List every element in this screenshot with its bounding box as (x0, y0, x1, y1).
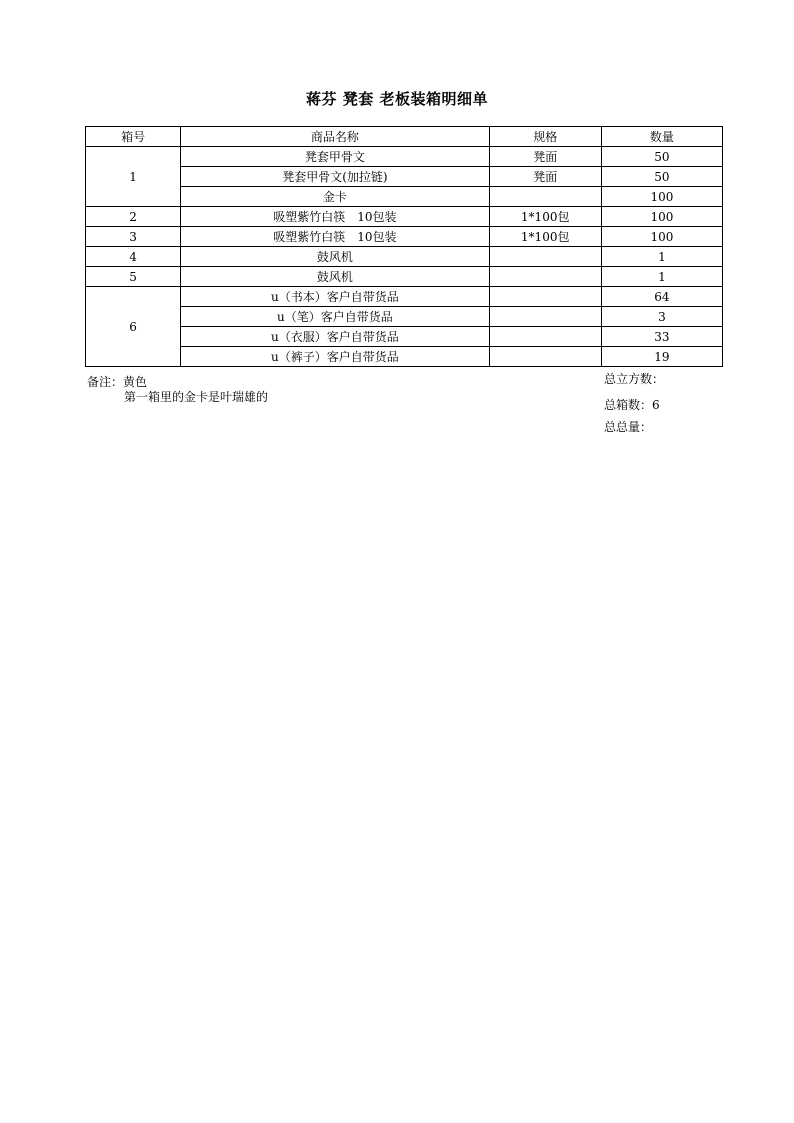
product-name-cell: u（衣服）客户自带货品 (181, 327, 489, 347)
remarks-detail: 第一箱里的金卡是叶瑞雄的 (124, 390, 269, 404)
total-boxes-label: 总箱数：6 (604, 398, 660, 412)
table-row (86, 327, 723, 347)
table-header-row (86, 127, 723, 147)
box-number-cell: 2 (86, 207, 181, 227)
spec-cell: 1*100包 (489, 207, 601, 227)
box-number-cell: 6 (86, 287, 181, 367)
product-name-cell: 吸塑紫竹白筷 10包装 (181, 227, 489, 247)
box-number-cell: 1 (86, 147, 181, 207)
table-row (86, 147, 723, 167)
box-number-cell: 5 (86, 267, 181, 287)
box-number-cell: 4 (86, 247, 181, 267)
product-name-cell: 鼓风机 (181, 267, 489, 287)
spec-cell (489, 347, 601, 367)
header-spec: 规格 (489, 127, 601, 147)
total-volume-label: 总立方数： (604, 372, 665, 386)
packing-list-table (85, 126, 723, 367)
table-row (86, 307, 723, 327)
quantity-cell: 50 (601, 147, 722, 167)
table-row (86, 247, 723, 267)
product-name-cell: 凳套甲骨文(加拉链) (181, 167, 489, 187)
header-quantity: 数量 (601, 127, 722, 147)
spec-cell: 凳面 (489, 147, 601, 167)
quantity-cell: 1 (601, 247, 722, 267)
table-row (86, 267, 723, 287)
spec-cell (489, 187, 601, 207)
quantity-cell: 64 (601, 287, 722, 307)
total-weight-label: 总总量： (604, 420, 653, 434)
quantity-cell: 100 (601, 187, 722, 207)
table-row (86, 167, 723, 187)
spec-cell: 凳面 (489, 167, 601, 187)
quantity-cell: 50 (601, 167, 722, 187)
spec-cell (489, 267, 601, 287)
table-row (86, 227, 723, 247)
product-name-cell: 金卡 (181, 187, 489, 207)
product-name-cell: 吸塑紫竹白筷 10包装 (181, 207, 489, 227)
header-box-no: 箱号 (86, 127, 181, 147)
quantity-cell: 33 (601, 327, 722, 347)
product-name-cell: u（笔）客户自带货品 (181, 307, 489, 327)
box-number-cell: 3 (86, 227, 181, 247)
quantity-cell: 19 (601, 347, 722, 367)
spec-cell (489, 247, 601, 267)
table-row (86, 207, 723, 227)
table-row (86, 347, 723, 367)
quantity-cell: 3 (601, 307, 722, 327)
spec-cell (489, 327, 601, 347)
quantity-cell: 1 (601, 267, 722, 287)
product-name-cell: 鼓风机 (181, 247, 489, 267)
header-product-name: 商品名称 (181, 127, 489, 147)
remarks-label: 备注：黄色 (87, 375, 148, 389)
product-name-cell: u（裤子）客户自带货品 (181, 347, 489, 367)
table-row (86, 287, 723, 307)
product-name-cell: u（书本）客户自带货品 (181, 287, 489, 307)
product-name-cell: 凳套甲骨文 (181, 147, 489, 167)
table-row (86, 187, 723, 207)
spec-cell: 1*100包 (489, 227, 601, 247)
quantity-cell: 100 (601, 207, 722, 227)
spec-cell (489, 287, 601, 307)
quantity-cell: 100 (601, 227, 722, 247)
document-title: 蒋芬 凳套 老板装箱明细单 (306, 90, 488, 108)
spec-cell (489, 307, 601, 327)
